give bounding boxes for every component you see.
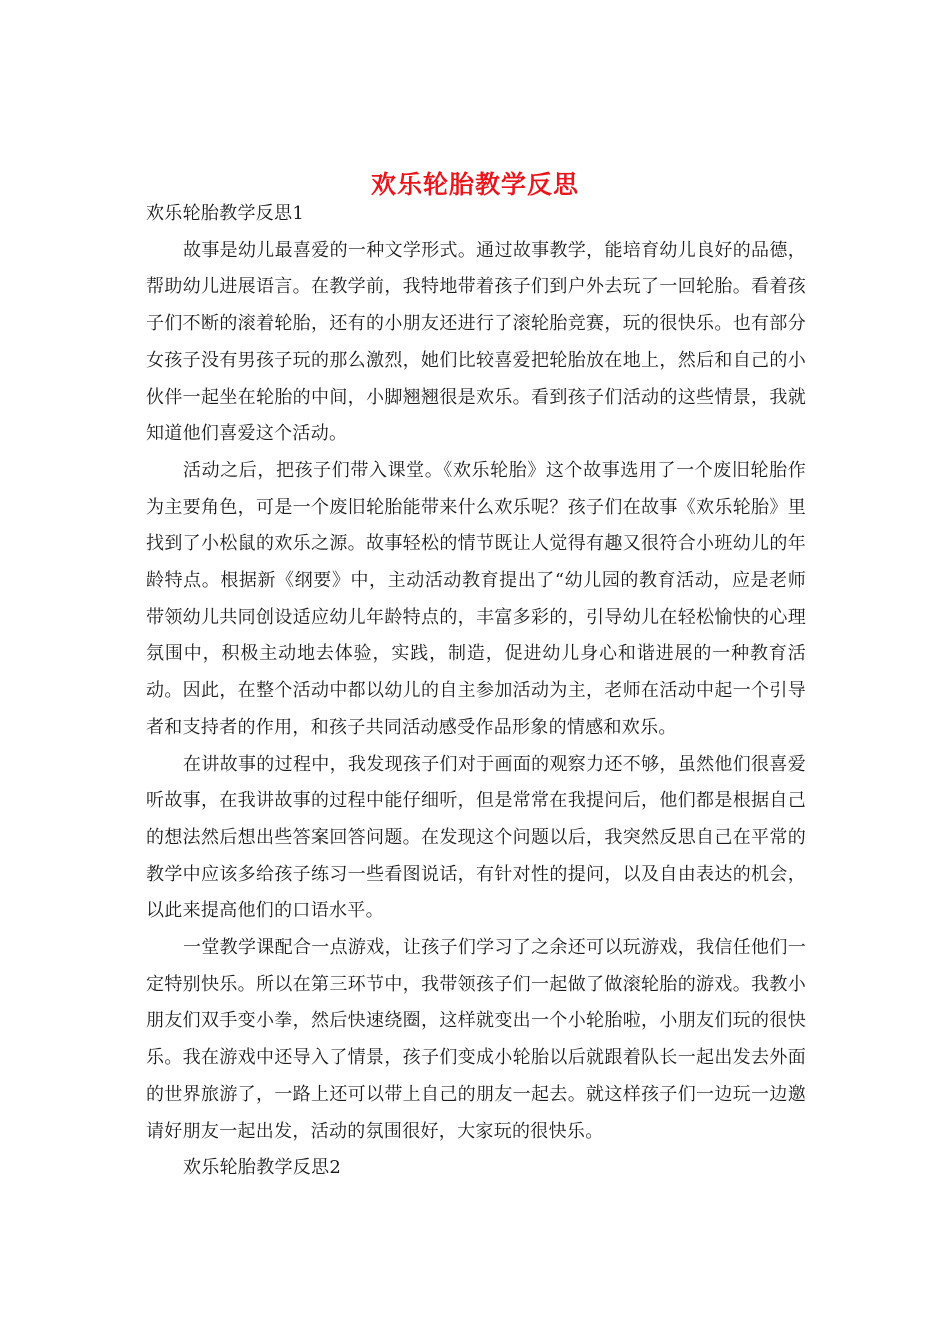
document-title: 欢乐轮胎教学反思 (370, 169, 579, 199)
section-heading-2: 欢乐轮胎教学反思2 (183, 1157, 342, 1179)
paragraph-1: 故事是幼儿最喜爱的一种文学形式。通过故事教学，能培育幼儿良好的品德，帮助幼儿进展语言。在教学前，我特地带着孩子们到户外去玩了一回轮胎。看着孩子们不断的滚着轮胎，还有的小朋友还进行了滚轮胎竞赛，玩的很快乐。也有部分女孩子没有男孩子玩的那么激烈，她们比较喜爱把轮胎放在地上，然后和自己的小伙伴一起坐在轮胎的中间，小脚翘翘很是欢乐。看到孩子们活动的这些情景，我就知道他们喜爱这个活动。 (146, 239, 806, 445)
document-body (146, 196, 806, 1187)
paragraph-3: 在讲故事的过程中，我发现孩子们对于画面的观察力还不够，虽然他们很喜爱听故事，在我讲故事的过程中能仔细听，但是常常在我提问后，他们都是根据自己的想法然后想出些答案回答问题。在发现这个问题以后，我突然反思自己在平常的教学中应该多给孩子练习一些看图说话，有针对性的提问，以及自由表达的机会，以此来提高他们的口语水平。 (146, 753, 806, 922)
section-heading-1: 欢乐轮胎教学反思1 (146, 203, 305, 224)
paragraph-2: 活动之后，把孩子们带入课堂。《欢乐轮胎》这个故事选用了一个废旧轮胎作为主要角色，可是一个废旧轮胎能带来什么欢乐呢？孩子们在故事《欢乐轮胎》里找到了小松鼠的欢乐之源。故事轻松的情节既让人觉得有趣又很符合小班幼儿的年龄特点。根据新《纲要》中，主动活动教育提出了“幼儿园的教育活动，应是老师带领幼儿共同创设适应幼儿年龄特点的，丰富多彩的，引导幼儿在轻松愉快的心理氛围中，积极主动地去体验，实践，制造，促进幼儿身心和谐进展的一种教育活动。因此，在整个活动中都以幼儿的自主参加活动为主，老师在活动中起一个引导者和支持者的作用，和孩子共同活动感受作品形象的情感和欢乐。 (146, 459, 806, 738)
paragraph-4: 一堂教学课配合一点游戏，让孩子们学习了之余还可以玩游戏，我信任他们一定特别快乐。所以在第三环节中，我带领孩子们一起做了做滚轮胎的游戏。我教小朋友们双手变小拳，然后快速绕圈，这样就变出一个小轮胎啦，小朋友们玩的很快乐。我在游戏中还导入了情景，孩子们变成小轮胎以后就跟着队长一起出发去外面的世界旅游了，一路上还可以带上自己的朋友一起去。就这样孩子们一边玩一边邀请好朋友一起出发，活动的氛围很好，大家玩的很快乐。 (146, 937, 806, 1142)
